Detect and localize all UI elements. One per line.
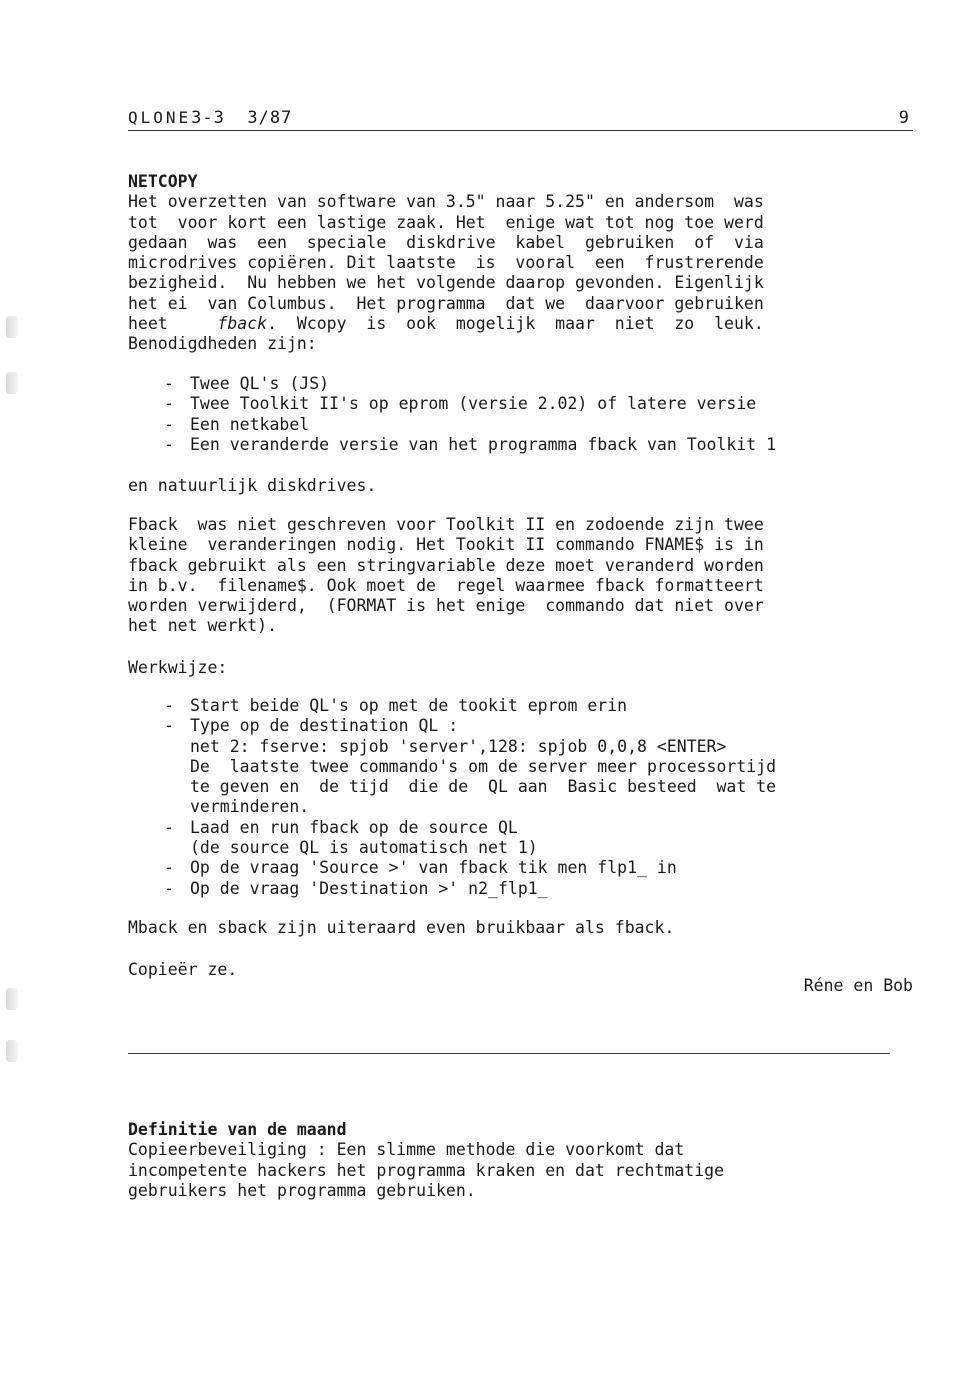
copy-line: Copieër ze. [128, 960, 238, 979]
definition-line: incompetente hackers het programma kraken en dat rechtmatige [128, 1160, 725, 1180]
copy-block [128, 960, 913, 980]
steps-list [128, 696, 913, 899]
needs-item [128, 374, 913, 394]
step-item [128, 858, 913, 878]
needs-list [128, 374, 913, 455]
definition-lines [128, 1140, 913, 1201]
page-number: 9 [898, 108, 909, 128]
needs-item [128, 435, 913, 455]
intro-line: bezigheid. Nu hebben we het volgende daarop gevonden. Eigenlijk [128, 273, 764, 293]
fback-line: Fback was niet geschreven voor Toolkit II en zodoende zijn twee [128, 515, 764, 534]
fback-italic: fback [217, 314, 268, 334]
intro-line: microdrives copiëren. Dit laatste is vooral een frustrerende [128, 253, 764, 273]
definition-line: gebruikers het programma gebruiken. [128, 1180, 476, 1200]
fback-line: kleine veranderingen nodig. Het Tookit II commando FNAME$ is in [128, 535, 764, 555]
fback-line: het net werkt). [128, 616, 278, 636]
method-label-block [128, 658, 913, 678]
fback-line: fback gebruikt als een stringvariable deze moet veranderd worden [128, 555, 764, 575]
mback-line: Mback en sback zijn uiteraard even bruikbaar als fback. [128, 918, 675, 937]
step-line: te geven en de tijd die de QL aan Basic besteed wat te [190, 777, 777, 797]
step-line: - Op de vraag 'Destination >' n2_flp1_ [190, 878, 548, 898]
netcopy-heading: NETCOPY [128, 172, 198, 191]
step-line: De laatste twee commando's om de server meer processortijd [190, 756, 777, 776]
step-line: - Op de vraag 'Source >' van fback tik men flp1_ in [190, 858, 677, 878]
fback-lines [128, 515, 913, 637]
step-item [128, 716, 913, 817]
definition-section [128, 1120, 913, 1201]
intro-line: tot voor kort een lastige zaak. Het enige wat tot nog toe werd [128, 212, 764, 232]
signature: Réne en Bob [803, 976, 913, 995]
diskdrives-line: en natuurlijk diskdrives. [128, 476, 377, 495]
netcopy-intro [128, 192, 913, 314]
fback-line: worden verwijderd, (FORMAT is het enige commando dat niet over [128, 596, 764, 616]
intro-line: het ei van Columbus. Het programma dat we daarvoor gebruiken [128, 293, 764, 313]
page-header [128, 108, 913, 131]
needs-item-text: - Twee QL's (JS) [190, 374, 330, 393]
steps-block [128, 696, 913, 899]
heet-prefix: heet [128, 314, 218, 334]
needs-item-text: - Een veranderde versie van het programma fback van Toolkit 1 [190, 434, 777, 454]
step-item [128, 879, 913, 899]
definition-line: Copieerbeveiliging : Een slimme methode die voorkomt dat [128, 1140, 685, 1160]
header-brand: QLONE [128, 108, 192, 127]
needs-item-text: - Twee Toolkit II's op eprom (versie 2.02) of latere versie [190, 394, 757, 414]
fback-paragraph [128, 515, 913, 637]
intro-line: gedaan was een speciale diskdrive kabel gebruiken of via [128, 232, 764, 252]
header-title [128, 108, 292, 128]
definition-heading: Definitie van de maand [128, 1120, 347, 1139]
step-line: verminderen. [190, 797, 310, 817]
fback-line: in b.v. filename$. Ook moet de regel waarmee fback formatteert [128, 575, 764, 595]
intro-line: Het overzetten van software van 3.5" naar 5.25" en andersom was [128, 192, 764, 212]
step-item [128, 818, 913, 859]
method-label: Werkwijze: [128, 658, 228, 677]
header-issue: 3-3 3/87 [191, 108, 293, 128]
step-item [128, 696, 913, 716]
needs-item [128, 415, 913, 435]
section-divider [128, 1053, 890, 1054]
needs-item-text: - Een netkabel [190, 414, 310, 434]
diskdrives-line-block [128, 476, 913, 496]
needs-list-block [128, 374, 913, 455]
step-line: - Laad en run fback op de source QL [190, 817, 518, 837]
needs-item [128, 394, 913, 414]
step-line: (de source QL is automatisch net 1) [190, 838, 538, 858]
heet-line [128, 314, 913, 334]
netcopy-article [128, 172, 913, 355]
heet-suffix: . Wcopy is ook mogelijk maar niet zo leuk. [267, 314, 764, 334]
mback-block [128, 918, 913, 938]
step-line: - Type op de destination QL : [190, 716, 459, 736]
step-line: - Start beide QL's op met de tookit eprom erin [190, 696, 628, 715]
step-line: net 2: fserve: spjob 'server',128: spjob 0,0,8 <ENTER> [190, 736, 727, 756]
needs-label: Benodigdheden zijn: [128, 334, 317, 354]
